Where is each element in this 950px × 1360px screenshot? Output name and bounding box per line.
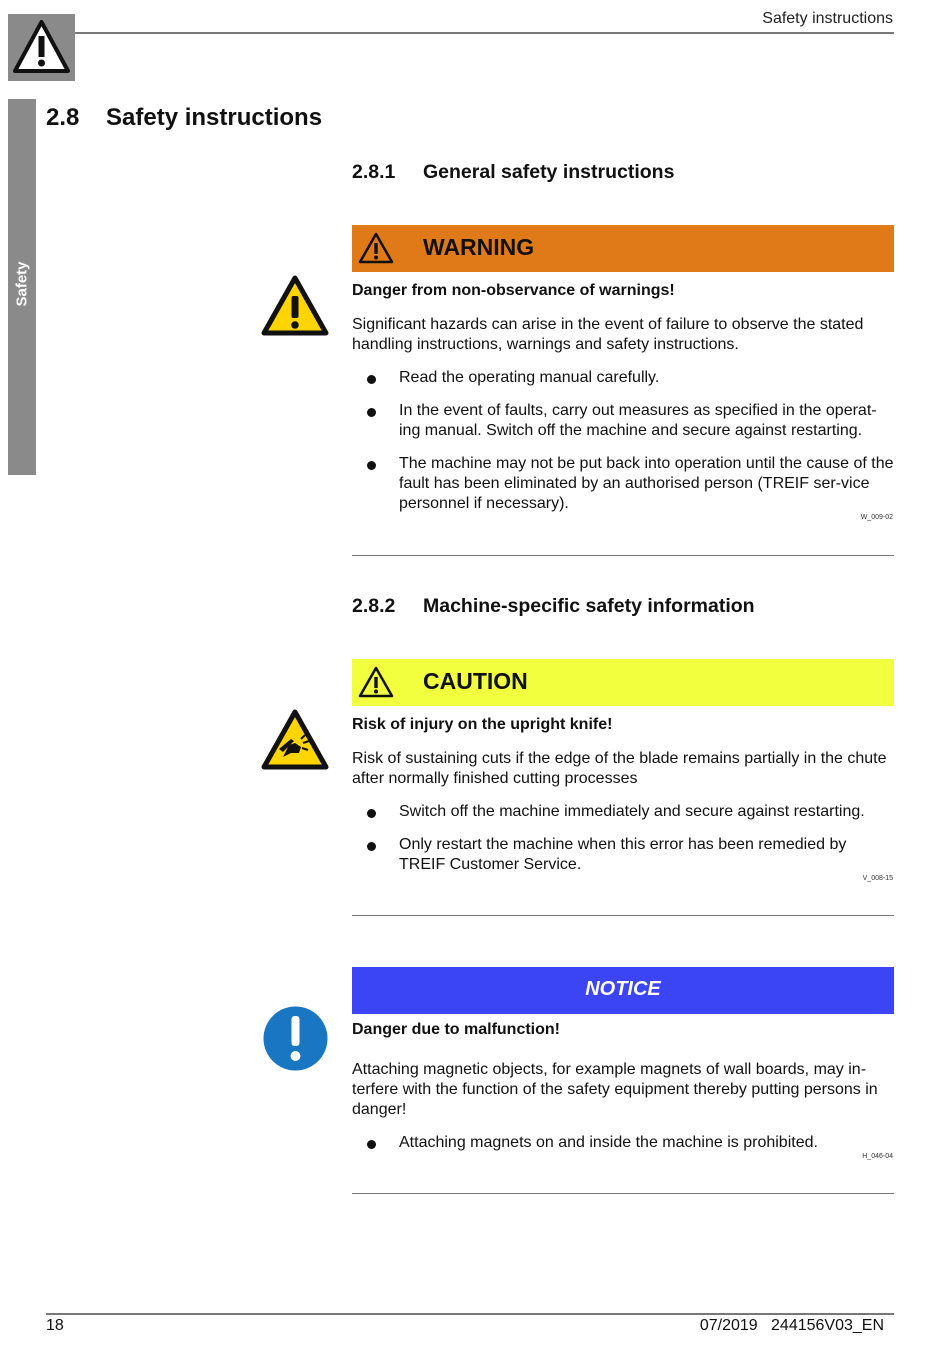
- notice-text: Attaching magnetic objects, for example magnets of wall boards, may in-terfere with the function of the safety equipment thereby putting persons in danger!: [352, 1061, 878, 1118]
- section-rule: [352, 555, 894, 556]
- side-tab-label: Safety: [13, 261, 31, 307]
- bullet-dot: [367, 1140, 376, 1149]
- warning-banner: [352, 225, 894, 272]
- list-item: The machine may not be put back into operation until the cause of the fault has been eliminated by an authorised person (TREIF ser-vice personnel if necessary).: [352, 454, 894, 514]
- side-tab: [8, 99, 36, 475]
- notice-headline: Danger due to malfunction!: [352, 1021, 560, 1038]
- caution-banner: [352, 659, 894, 706]
- warning-title: WARNING: [423, 234, 535, 260]
- bullet-dot: [367, 408, 376, 417]
- subsection-title: Machine-specific safety information: [423, 595, 755, 617]
- warning-code: W_009-02: [860, 514, 893, 521]
- caution-title: CAUTION: [423, 668, 528, 694]
- bullet-dot: [367, 842, 376, 851]
- warning-triangle-icon: [358, 666, 394, 698]
- document-reference: 07/2019 244156V03_EN: [699, 1317, 884, 1334]
- subsection-title: General safety instructions: [423, 161, 675, 183]
- section-title: Safety instructions: [106, 104, 323, 131]
- list-item: Switch off the machine immediately and secure against restarting.: [352, 802, 894, 822]
- caution-headline: Risk of injury on the upright knife!: [352, 716, 613, 733]
- list-item: Only restart the machine when this error has been remedied by TREIF Customer Service.: [352, 835, 894, 875]
- bullet-dot: [367, 809, 376, 818]
- list-item: In the event of faults, carry out measures as specified in the operat-ing manual. Switch off the machine and secure against restarting.: [352, 401, 894, 441]
- section-number: 2.8: [46, 104, 80, 131]
- notice-code: H_046-04: [862, 1153, 893, 1160]
- section-rule: [352, 915, 894, 916]
- bullet-dot: [367, 461, 376, 470]
- caution-text: Risk of sustaining cuts if the edge of the blade remains partially in the chute after normally finished cutting processes: [352, 750, 887, 787]
- warning-headline: Danger from non-observance of warnings!: [352, 282, 675, 299]
- notice-banner: [352, 967, 894, 1014]
- running-title: Safety instructions: [762, 10, 893, 27]
- warning-triangle-icon: [358, 232, 394, 264]
- caution-code: V_008-15: [862, 875, 893, 882]
- list-item: Read the operating manual carefully.: [352, 368, 894, 388]
- page-number: 18: [46, 1317, 64, 1334]
- general-warning-sign-icon: [261, 275, 329, 336]
- cut-hazard-sign-icon: [261, 709, 329, 770]
- mandatory-notice-icon: [262, 1005, 329, 1072]
- header-rule: [75, 32, 894, 34]
- list-item: Attaching magnets on and inside the machine is prohibited.: [352, 1133, 894, 1153]
- subsection-number: 2.8.1: [352, 161, 396, 183]
- warning-text: Significant hazards can arise in the event of failure to observe the stated handling instructions, warnings and safety instructions.: [352, 316, 864, 353]
- subsection-number: 2.8.2: [352, 595, 396, 617]
- section-rule: [352, 1193, 894, 1194]
- warning-icon: [12, 19, 71, 75]
- bullet-dot: [367, 375, 376, 384]
- subsection-heading-2: [352, 595, 755, 618]
- header-warning-box: [8, 14, 75, 81]
- footer-rule: [46, 1313, 894, 1315]
- notice-title: NOTICE: [585, 978, 661, 1000]
- subsection-heading-1: [352, 161, 674, 184]
- section-heading: [46, 104, 322, 132]
